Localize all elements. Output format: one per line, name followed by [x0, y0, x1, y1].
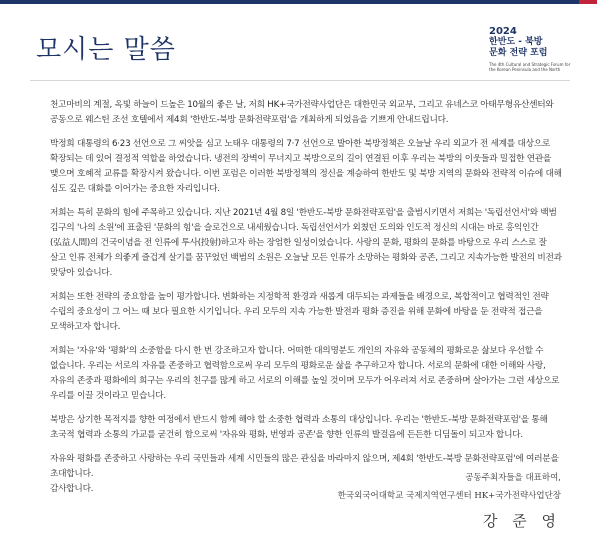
- forum-logo: [489, 26, 575, 72]
- logo-name-line1: 한반도 - 북방: [489, 37, 543, 47]
- paragraph-7: 자유와 평화를 존중하고 사랑하는 우리 국민들과 세계 시민들의 많은 관심을 바라마지 않으며, 제4회 '한반도-북방 문화전략포럼'에 여러분을 초대합니다.: [50, 454, 559, 479]
- signature-line-1: 공동주최자들을 대표하여,: [465, 473, 561, 483]
- paragraph-1: 천고마비의 계절, 옥빛 하늘이 드높은 10월의 좋은 날, 저희 HK+국가전략사업단은 대한민국 외교부, 그리고 유네스코 아태무형유산센터와 공동으로 웨스틴 조선 호텔에서 제4회 '한반도-북방 문화전략포럼'을 개최하게 되었음을 기쁘게 안내드립니다.: [50, 100, 554, 125]
- paragraph-5: 저희는 '자유'와 '평화'의 소중함을 다시 한 번 강조하고자 합니다. 어떠한 대의명분도 개인의 자유와 공동체의 평화로운 삶보다 우선할 수 없습니다. 우리는 서로의 자유를 존중하고 협력함으로써 우리 모두의 평화로운 삶을 추구하고자 합니다. 서로의 문화에 대한 이해와 사랑, 자유의 존중과 평화에의 희구는 우리의 친구를 많게 하고 서로의 이해를 높일 것이며 모두가 어우러져 서로 존중하며 살아가는 그런 세상으로 우리를 이끌 것이라고 믿습니다.: [50, 346, 560, 401]
- paragraph-2: 박정희 대통령의 6·23 선언으로 그 씨앗을 심고 노태우 대통령의 7·7 선언으로 발아한 북방정책은 오늘날 우리 외교가 전 세계를 대상으로 확장되는 데 있어 결정적 역할을 하였습니다. 냉전의 장벽이 무너지고 북방으로의 길이 연결된 이후 우리는 북방의 이웃들과 밀접한 연관을 맺으며 호혜적 교류를 확장시켜 왔습니다. 이번 포럼은 이러한 북방정책의 정신을 계승하여 한반도 및 북방 지역의 문화와 전략적 이슈에 대해 심도 깊은 대화를 이어가는 중요한 자리입니다.: [50, 139, 562, 194]
- letter-body: [50, 98, 562, 497]
- signature-line-2: 한국외국어대학교 국제지역연구센터 HK+국가전략사업단장: [337, 491, 561, 501]
- page-header: [0, 4, 597, 80]
- logo-year: 2024: [489, 26, 517, 37]
- signature-block: [338, 471, 561, 531]
- paragraph-8: 감사합니다.: [50, 484, 94, 494]
- page-title: 모시는 말씀: [36, 35, 176, 65]
- logo-subtitle: The 4th Cultural and Strategic Forum for the Korean Peninsula and the North: [489, 62, 571, 72]
- paragraph-3: 저희는 특히 문화의 힘에 주목하고 있습니다. 지난 2021년 4월 8일 '한반도-북방 문화전략포럼'을 출범시키면서 저희는 '독립선언서'와 백범 김구의 '나의 소원'에 표출된 '문화의 힘'을 슬로건으로 내세웠습니다. 독립선언서가 외쳤던 도의와 인도적 정신의 시대는 바로 홍익인간(弘益人間)의 건국이념을 전 인류에 투사(投射)하고자 하는 장엄한 일성이었습니다. 사랑의 문화, 평화의 문화를 바탕으로 우리 스스로 잘 살고 인류 전체가 의좋게 즐겁게 살기를 꿈꾸었던 백범의 소원은 오늘날 모든 인류가 소망하는 평화와 공존, 그리고 지속가능한 발전의 비전과 맞닿아 있습니다.: [50, 208, 562, 278]
- signer-name: 강 준 영: [482, 512, 561, 530]
- paragraph-6: 북방은 상기한 목적지를 향한 여정에서 반드시 함께 해야 할 소중한 협력과 소통의 대상입니다. 우리는 '한반도-북방 문화전략포럼'을 통해 초국적 협력과 소통의 가교를 굳건히 함으로써 '자유와 평화, 번영과 공존'을 향한 인류의 발걸음에 든든한 디딤돌이 되고자 합니다.: [50, 415, 548, 440]
- paragraph-4: 저희는 또한 전략의 중요함을 높이 평가합니다. 변화하는 지정학적 환경과 새롭게 대두되는 과제들을 배경으로, 복합적이고 협력적인 전략 수립의 중요성이 그 어느 때 보다 필요한 시기입니다. 우리 모두의 지속 가능한 발전과 평화 증진을 위해 문화에 바탕을 둔 전략적 접근을 모색하고자 합니다.: [50, 292, 549, 332]
- logo-name-line2: 문화 전략 포럼: [489, 48, 548, 58]
- header-divider: [30, 80, 570, 81]
